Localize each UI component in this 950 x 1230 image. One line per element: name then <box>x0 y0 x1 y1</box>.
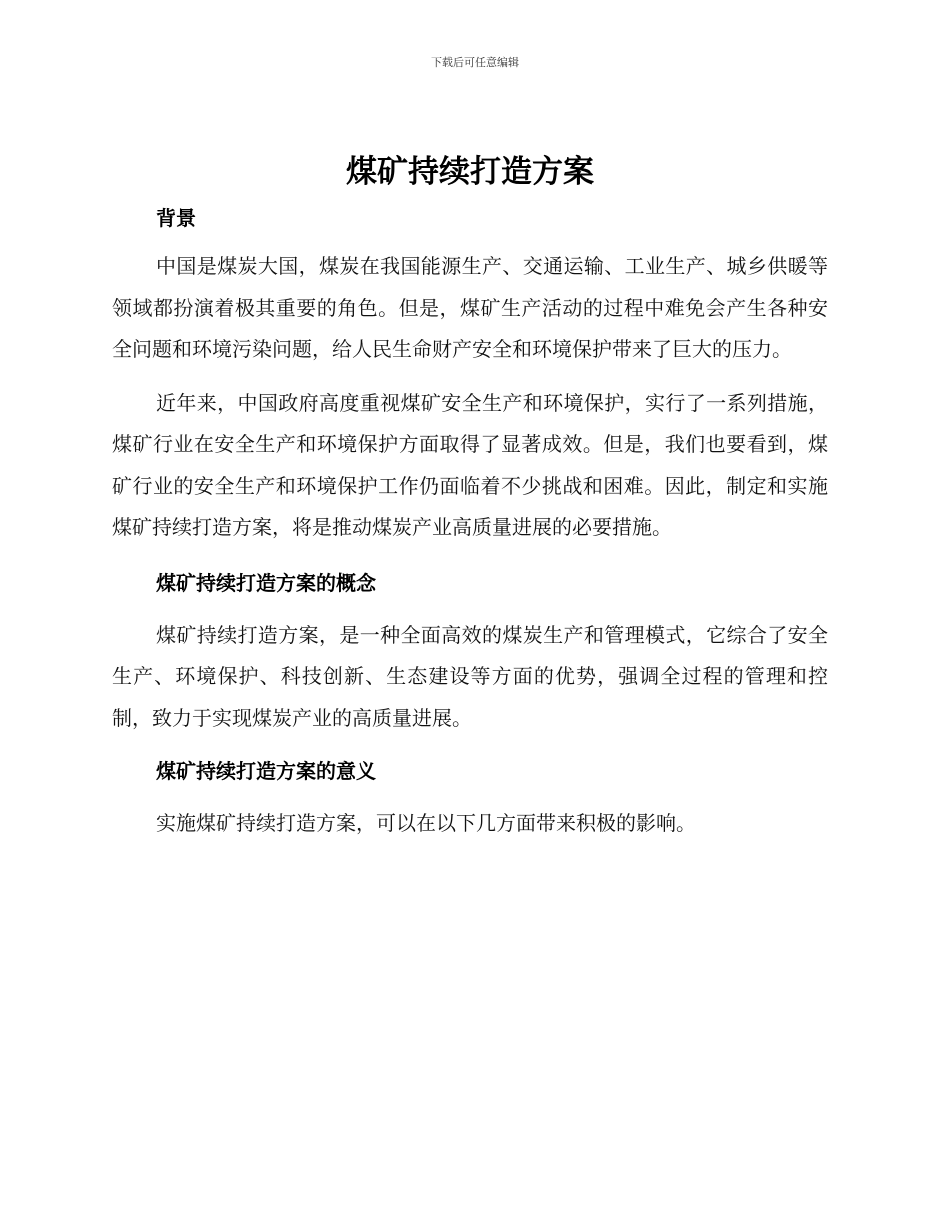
document-title: 煤矿持续打造方案 <box>346 154 594 190</box>
paragraph-significance: 实施煤矿持续打造方案，可以在以下几方面带来积极的影响。 <box>156 811 696 835</box>
paragraph-background-1: 中国是煤炭大国，煤炭在我国能源生产、交通运输、工业生产、城乡供暖等领域都扮演着极其重要的角色。但是，煤矿生产活动的过程中难免会产生各种安全问题和环境污染问题，给人民生命财产安全和环境保护带来了巨大的压力。 <box>112 254 828 361</box>
section-heading-significance: 煤矿持续打造方案的意义 <box>156 759 376 783</box>
section-heading-background: 背景 <box>156 206 196 230</box>
document-body <box>112 150 828 845</box>
section-heading-concept: 煤矿持续打造方案的概念 <box>156 570 376 595</box>
paragraph-background-2: 近年来，中国政府高度重视煤矿安全生产和环境保护，实行了一系列措施，煤矿行业在安全生产和环境保护方面取得了显著成效。但是，我们也要看到，煤矿行业的安全生产和环境保护工作仍面临着不少挑战和困难。因此，制定和实施煤矿持续打造方案，将是推动煤炭产业高质量进展的必要措施。 <box>112 390 828 539</box>
page-header: 下载后可任意编辑 <box>431 56 519 69</box>
paragraph-concept: 煤矿持续打造方案，是一种全面高效的煤炭生产和管理模式，它综合了安全生产、环境保护、科技创新、生态建设等方面的优势，强调全过程的管理和控制，致力于实现煤炭产业的高质量进展。 <box>112 622 828 730</box>
